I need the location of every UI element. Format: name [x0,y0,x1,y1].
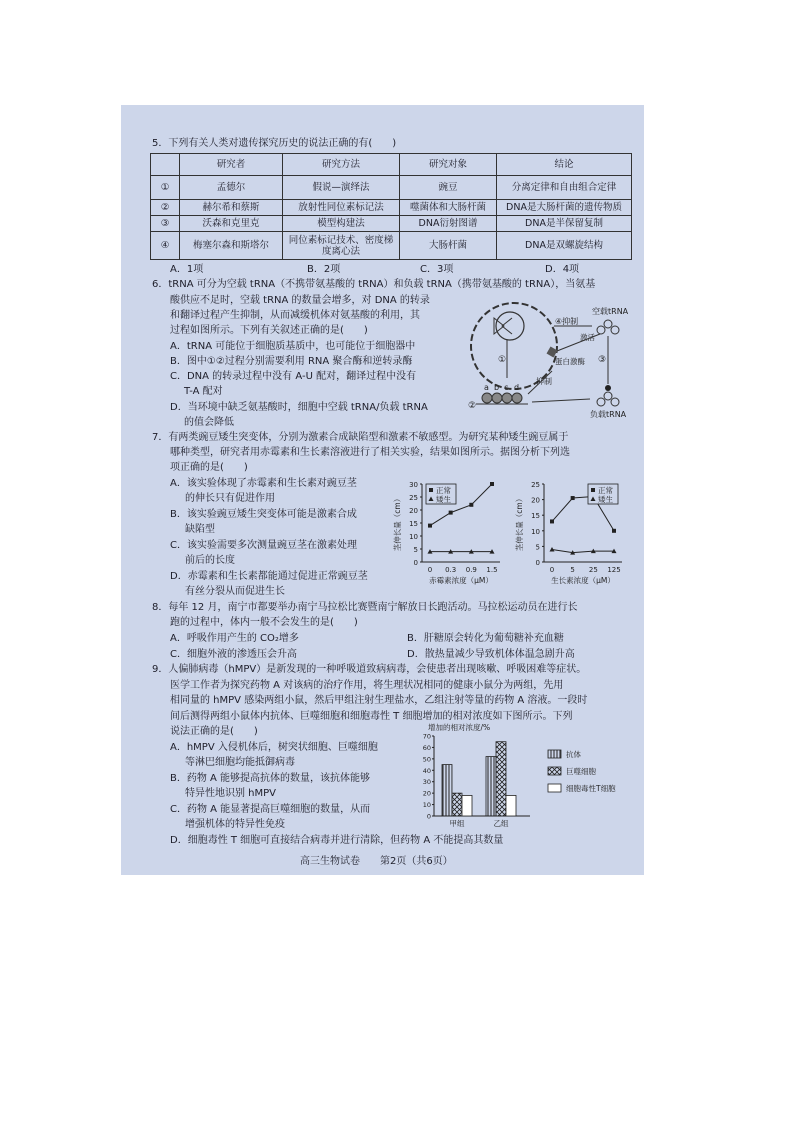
ribosome-letter: a [484,383,489,392]
q6-option-b: B．图中①②过程分别需要利用 RNA 聚合酶和逆转录酶 [170,356,413,367]
y-tick-label: 0 [426,812,431,821]
ribosome-icon [492,393,502,403]
q9-option-a-cont: 等淋巴细胞均能抵御病毒 [185,757,295,768]
activate-label: 激活 [580,333,595,342]
series-line [552,550,614,553]
x-tick-label: 0 [549,566,555,574]
loaded-to-ribosome-arrow [532,399,590,402]
gibberellin-chart [392,476,510,588]
y-tick-label: 50 [422,755,431,764]
protein-kinase-icon [547,347,558,358]
table-row [151,200,632,216]
y-tick-label: 20 [409,507,418,515]
legend-swatch [548,784,561,792]
y-tick-label: 15 [531,512,540,521]
y-tick-label: 10 [409,533,418,541]
x-tick-label: 25 [588,566,598,574]
y-tick-label: 20 [531,496,540,505]
activate-arrow [557,334,600,351]
y-tick-label: 60 [422,743,431,752]
legend-swatch [548,750,561,758]
q9-line: 9．人偏肺病毒（hMPV）是新发现的一种呼吸道致病病毒，会使患者出现咳嗽、呼吸困难等症状。 [152,664,587,675]
x-axis-label: 生长素浓度（μM） [551,576,615,585]
y-tick-label: 20 [422,789,431,798]
x-tick-label: 0.3 [445,566,457,574]
q8-line: 跑的过程中，体内一般不会发生的是( ) [170,617,358,628]
data-point [428,524,432,528]
ribosomes [476,393,528,404]
q9-option-c: C．药物 A 能显著提高巨噬细胞的数量，从而 [170,804,371,815]
q7-line: 哪种类型，研究者用赤霉素和生长素溶液进行了相关实验，结果如图所示。据图分析下列选 [170,447,570,458]
table-header-cell: 研究方法 [283,154,400,176]
table-cell: 赫尔希和蔡斯 [180,200,283,216]
data-point [612,529,616,533]
q6-option-c-cont: T-A 配对 [184,386,223,397]
empty-trna-icon [597,320,619,334]
q6-line: 过程如图所示。下列有关叙述正确的是( ) [170,325,368,336]
q8-option-d: D．散热量减少导致机体体温急剧升高 [407,649,575,660]
y-axis-label: 茎伸长量（cm） [393,494,402,552]
table-cell: ② [151,200,180,216]
table-header-cell: 结论 [497,154,632,176]
bar [496,742,506,816]
y-axis-label: 增加的相对浓度/% [428,723,491,732]
q9-line: 间后测得两组小鼠体内抗体、巨噬细胞和细胞毒性 T 细胞增加的相对浓度如下图所示。下列 [170,711,573,722]
q5-option-a: A．1项 [170,264,204,275]
q9-option-b: B．药物 A 能够提高抗体的数量，该抗体能够 [170,773,371,784]
immune-bar-chart [412,722,632,832]
nucleus [496,312,524,340]
y-tick-label: 30 [409,481,418,489]
y-tick-label: 25 [531,481,540,489]
legend-label: 矮生 [436,495,451,504]
data-point [490,482,494,486]
table-cell: 梅塞尔森和斯塔尔 [180,232,283,260]
table-header-row [151,154,632,176]
dna-helix-icon [494,318,512,334]
data-point [550,547,555,552]
q6-option-d-cont: 的值会降低 [184,417,234,428]
x-tick-label: 甲组 [449,819,465,828]
q5-option-b: B．2项 [307,264,341,275]
q7-line: 7．有两类豌豆矮生突变体，分别为激素合成缺陷型和激素不敏感型。为研究某种矮生豌豆属于 [152,432,569,443]
legend-label: 矮生 [598,495,613,504]
y-tick-label: 5 [535,543,540,552]
y-tick-label: 40 [422,766,431,775]
q7-option-b: B．该实验豌豆矮生突变体可能是激素合成 [170,509,357,520]
q7-option-a-cont: 的伸长只有促进作用 [185,493,275,504]
bar [486,757,496,816]
q5-option-d: D．4项 [545,264,580,275]
q9-option-a: A．hMPV 入侵机体后，树突状细胞、巨噬细胞 [170,742,378,753]
bar [506,795,516,816]
process-1-label: ① [498,355,507,365]
q8-option-c: C．细胞外液的渗透压会升高 [170,649,297,660]
empty-trna-label: 空载tRNA [592,307,629,316]
ribosome-letter: c [504,383,509,392]
y-tick-label: 30 [422,778,431,787]
y-tick-label: 0 [413,559,418,567]
q7-option-a: A．该实验体现了赤霉素和生长素对豌豆茎 [170,478,357,489]
ribosome-icon [482,393,492,403]
x-axis-label: 赤霉素浓度（μM） [429,576,493,585]
q8-line: 8．每年 12 月，南宁市都要举办南宁马拉松比赛暨南宁解放日长跑活动。马拉松运动员在进行长 [152,602,578,613]
table-cell: 沃森和克里克 [180,216,283,232]
q6-line: 酸供应不足时，空载 tRNA 的数量会增多，对 DNA 的转录 [170,295,430,306]
legend-label: 正常 [436,486,451,495]
q5-stem: 5．下列有关人类对遗传探究历史的说法正确的有( ) [152,138,397,149]
x-tick-label: 125 [607,566,621,574]
table-cell: DNA是双螺旋结构 [497,232,632,260]
x-tick-label: 乙组 [493,819,509,828]
x-tick-label: 0.9 [465,566,477,574]
q7-option-c-cont: 前后的长度 [185,555,235,566]
x-tick-label: 1.5 [486,566,498,574]
y-tick-label: 5 [413,546,418,554]
table-cell: 豌豆 [400,176,497,200]
legend-label: 正常 [598,486,613,495]
table-cell: ④ [151,232,180,260]
data-point [550,519,554,523]
q8-option-b: B．肝糖原会转化为葡萄糖补充血糖 [407,633,564,644]
inhibit-label: 抑制 [536,377,552,386]
table-cell: ① [151,176,180,200]
bar [452,793,462,816]
q9-option-d: D．细胞毒性 T 细胞可直接结合病毒并进行清除，但药物 A 不能提高其数量 [170,835,504,846]
data-point [469,503,473,507]
y-tick-label: 15 [409,520,418,528]
page-footer: 高三生物试卷 第2页（共6页） [300,856,453,867]
ribosome-icon [502,393,512,403]
data-point [449,511,453,515]
q6-option-d: D．当环境中缺乏氨基酸时，细胞中空载 tRNA/负载 tRNA [170,402,428,413]
table-cell: DNA是半保留复制 [497,216,632,232]
legend-swatch [548,767,561,775]
legend-marker [429,488,433,492]
x-tick-label: 5 [570,566,575,574]
y-axis-label: 茎伸长量（cm） [515,494,524,552]
table-cell: 假说—演绎法 [283,176,400,200]
bar [442,765,452,816]
y-tick-label: 70 [422,732,431,741]
data-point [571,496,575,500]
loaded-trna-icon [597,385,619,406]
q6-trna-diagram [462,296,634,424]
table-cell: 模型构建法 [283,216,400,232]
q7-option-d: D．赤霉素和生长素都能通过促进正常豌豆茎 [170,571,368,582]
process-3-label: ③ [598,355,607,365]
q6-line: 和翻译过程产生抑制，从而减缓机体对氨基酸的利用，其 [170,310,420,321]
q9-line: 说法正确的是( ) [170,726,258,737]
table-cell: DNA是大肠杆菌的遗传物质 [497,200,632,216]
q9-line: 医学工作者为探究药物 A 对该病的治疗作用，将生理状况相同的健康小鼠分为两组，先用 [170,680,564,691]
table-cell: 放射性同位素标记法 [283,200,400,216]
bar [462,795,472,816]
q6-option-c: C．DNA 的转录过程中没有 A-U 配对，翻译过程中没有 [170,371,417,382]
table-row [151,176,632,200]
legend-label: 巨噬细胞 [566,767,596,776]
q6-line: 6．tRNA 可分为空载 tRNA（不携带氨基酸的 tRNA）和负载 tRNA（携带氨基酸的 tRNA），当氨基 [152,279,596,290]
q6-option-a: A．tRNA 可能位于细胞质基质中，也可能位于细胞器中 [170,341,416,352]
y-tick-label: 10 [531,527,540,536]
table-cell: 分离定律和自由组合定律 [497,176,632,200]
q7-line: 项正确的是( ) [170,462,248,473]
x-tick-label: 0 [427,566,433,574]
legend-label: 细胞毒性T细胞 [566,784,616,793]
q9-option-b-cont: 特异性地识别 hMPV [185,788,277,799]
q5-option-c: C．3项 [420,264,454,275]
ribosome-letter: b [494,383,500,392]
table-cell: DNA衍射图谱 [400,216,497,232]
table-cell: 同位素标记技术、密度梯度离心法 [283,232,400,260]
table-row [151,216,632,232]
q9-option-c-cont: 增强机体的特异性免疫 [185,819,285,830]
auxin-chart [514,476,632,588]
table-cell: 大肠杆菌 [400,232,497,260]
ribosome-icon [512,393,522,403]
table-row [151,232,632,260]
legend-marker [591,488,595,492]
q5-table [150,153,632,260]
table-cell: 噬菌体和大肠杆菌 [400,200,497,216]
legend-label: 抗体 [566,750,581,759]
process-2-label: ② [468,401,477,411]
table-header-cell: 研究者 [180,154,283,176]
inhibit-4-label: ④抑制 [555,317,579,326]
y-tick-label: 0 [535,559,540,567]
q8-option-a: A．呼吸作用产生的 CO₂增多 [170,633,299,644]
q9-line: 相同量的 hMPV 感染两组小鼠，然后甲组注射生理盐水，乙组注射等量的药物 A 溶液。一段时 [170,695,588,706]
table-cell: 孟德尔 [180,176,283,200]
q7-option-c: C．该实验需要多次测量豌豆茎在激素处理 [170,540,357,551]
protein-kinase-label: 蛋白激酶 [555,357,585,366]
ribosome-letter: d [514,383,520,392]
y-tick-label: 25 [409,494,418,502]
loaded-trna-label: 负载tRNA [590,410,627,419]
table-header-cell [151,154,180,176]
q7-option-b-cont: 缺陷型 [185,524,215,535]
table-cell: ③ [151,216,180,232]
q7-option-d-cont: 有丝分裂从而促进生长 [185,586,285,597]
table-header-cell: 研究对象 [400,154,497,176]
y-tick-label: 10 [422,801,431,810]
